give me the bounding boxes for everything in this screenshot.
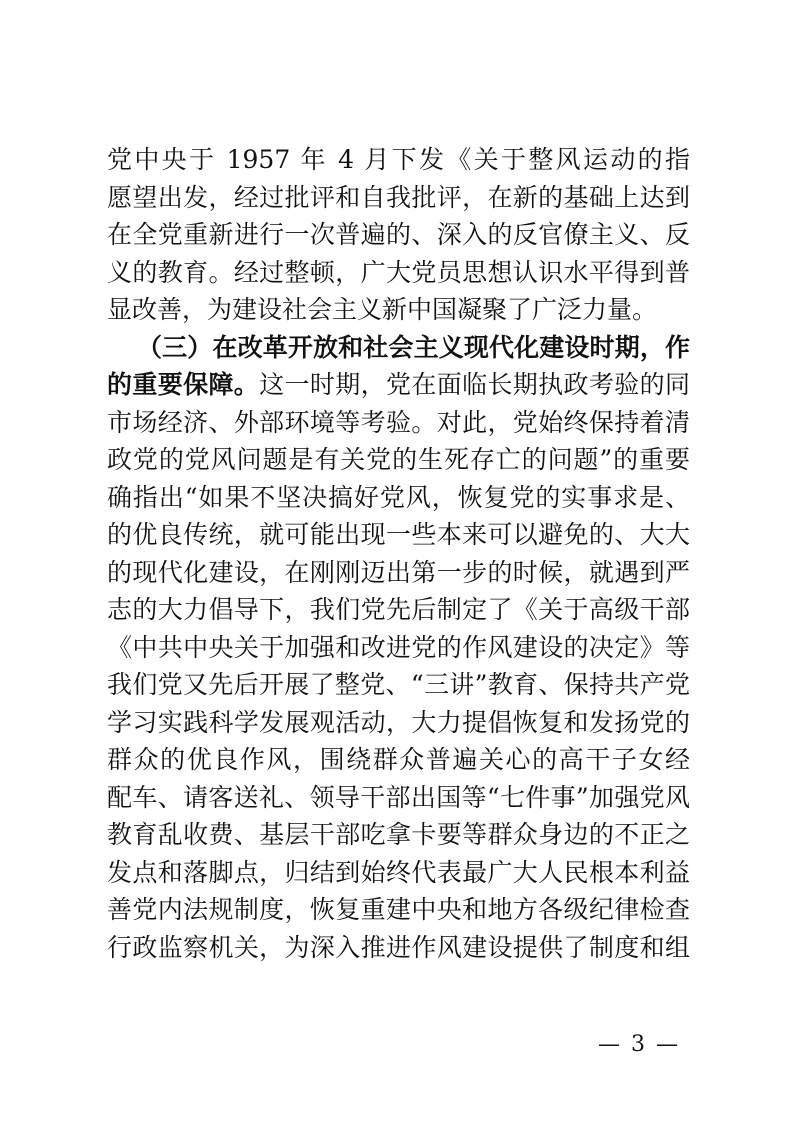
line-text: 的现代化建设，在刚刚迈出第一步的时候，就遇到严 bbox=[107, 557, 690, 587]
text-line bbox=[107, 483, 690, 513]
text-line bbox=[107, 858, 690, 888]
line-text: 市场经济、外部环境等考验。对此，党始终保持着清 bbox=[107, 407, 690, 437]
line-text: 显改善，为建设社会主义新中国凝聚了广泛力量。 bbox=[107, 295, 658, 324]
line-text: 善党内法规制度，恢复重建中央和地方各级纪律检查 bbox=[107, 895, 690, 924]
line-text: 我们党又先后开展了整党、“三讲”教育、保持共产党 bbox=[107, 670, 690, 699]
text-line bbox=[107, 595, 690, 625]
text-line bbox=[107, 633, 690, 663]
text-line bbox=[107, 895, 690, 925]
line-text: 行政监察机关，为深入推进作风建设提供了制度和组 bbox=[107, 932, 690, 962]
line-text: 党中央于 1957 年 4 月下发《关于整风运动的指 bbox=[107, 145, 690, 174]
line-text: 学习实践科学发展观活动，大力提倡恢复和发扬党的 bbox=[107, 707, 690, 737]
line-text: 确指出“如果不坚决搞好党风，恢复党的实事求是、 bbox=[107, 482, 690, 512]
text-line bbox=[107, 520, 690, 550]
text-line bbox=[107, 183, 690, 213]
text-line bbox=[107, 670, 690, 700]
text-line bbox=[107, 408, 690, 438]
line-text: 配车、请客送礼、领导干部出国等“七件事”加强党风 bbox=[107, 782, 690, 812]
text-line bbox=[107, 370, 690, 400]
text-line bbox=[107, 445, 690, 475]
text-line bbox=[107, 708, 690, 738]
bold-heading-text: 的重要保障。 bbox=[107, 370, 260, 399]
line-text: 的优良传统，就可能出现一些本来可以避免的、大大 bbox=[107, 520, 690, 549]
text-line bbox=[107, 783, 690, 813]
text-line bbox=[107, 220, 690, 250]
line-text: 志的大力倡导下，我们党先后制定了《关于高级干部 bbox=[107, 595, 690, 624]
line-text: 政党的党风问题是有关党的生死存亡的问题”的重要 bbox=[107, 445, 690, 474]
line-text: 群众的优良作风，围绕群众普遍关心的高干子女经 bbox=[107, 745, 690, 774]
line-text: 在全党重新进行一次普遍的、深入的反官僚主义、反 bbox=[107, 220, 690, 249]
line-text: 发点和落脚点，归结到始终代表最广大人民根本利益 bbox=[107, 857, 690, 887]
text-line bbox=[107, 258, 690, 288]
bold-heading-text: （三）在改革开放和社会主义现代化建设时期，作 bbox=[137, 332, 690, 362]
line-text: 这一时期，党在面临长期执政考验的同 bbox=[259, 370, 690, 399]
text-line bbox=[107, 558, 690, 588]
line-text: 义的教育。经过整顿，广大党员思想认识水平得到普 bbox=[107, 257, 690, 287]
text-line bbox=[107, 933, 690, 963]
text-line bbox=[107, 745, 690, 775]
text-line bbox=[107, 295, 690, 325]
line-text: 教育乱收费、基层干部吃拿卡要等群众身边的不正之 bbox=[107, 820, 690, 849]
line-text: 《中共中央关于加强和改进党的作风建设的决定》等 bbox=[107, 632, 690, 662]
text-line bbox=[137, 333, 690, 363]
text-line bbox=[107, 820, 690, 850]
line-text: 愿望出发，经过批评和自我批评，在新的基础上达到 bbox=[107, 182, 690, 212]
page-number: — 3 — bbox=[598, 1032, 680, 1057]
text-line bbox=[107, 145, 690, 175]
